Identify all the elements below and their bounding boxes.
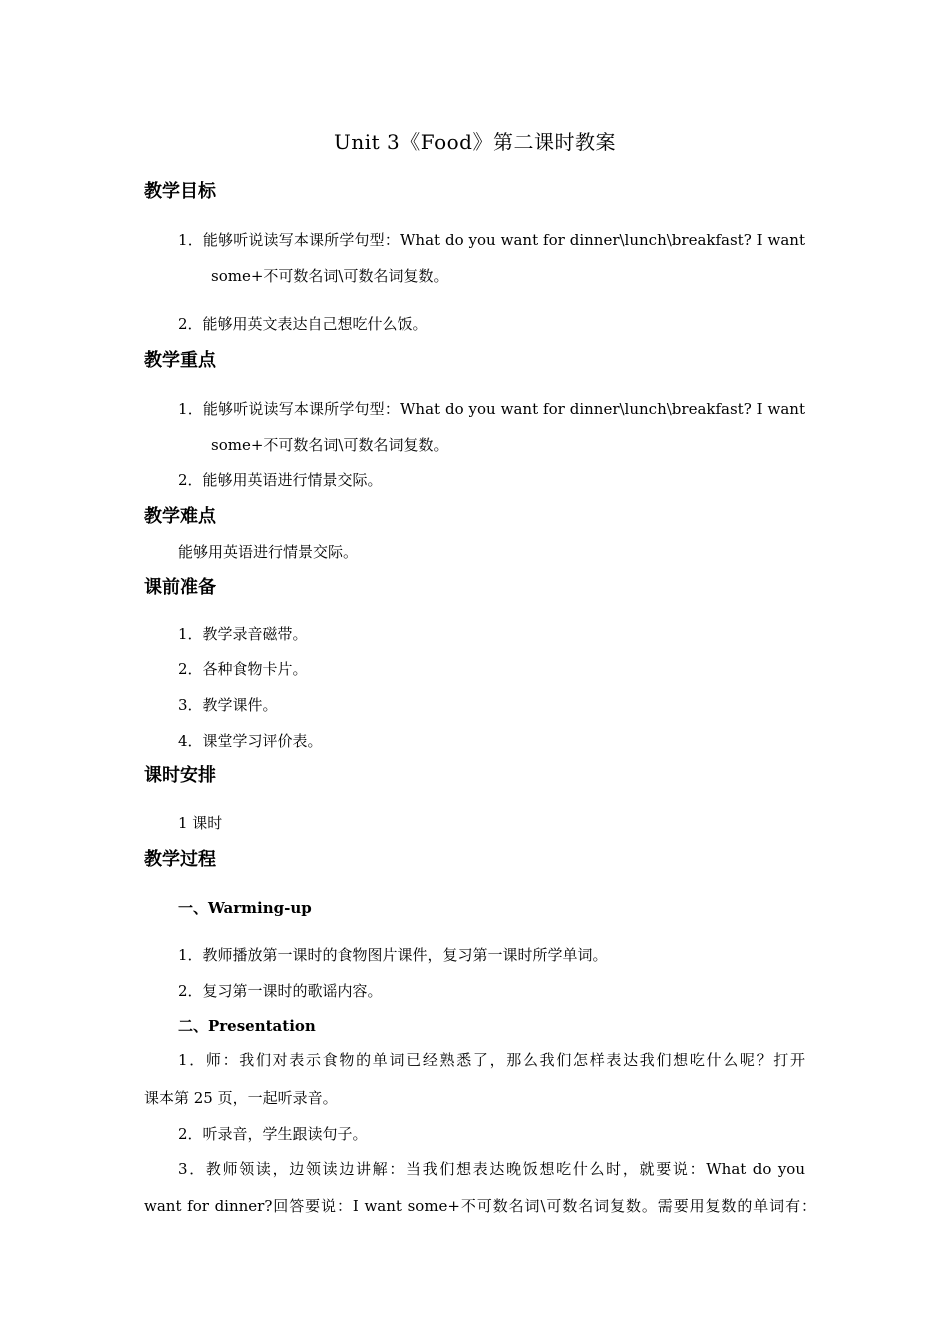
key-points-item-2: 2．能够用英语进行情景交际。: [178, 471, 383, 489]
presentation-item-1-line-1: 1．师：我们对表示食物的单词已经熟悉了，那么我们怎样表达我们想吃什么呢？打开: [178, 1051, 805, 1069]
preparation-item: 1．教学录音磁带。: [178, 625, 308, 643]
presentation-item-3-line-1: 3．教师领读，边领读边讲解：当我们想表达晚饭想吃什么时，就要说：What do you: [178, 1160, 805, 1178]
heading-preparation: 课前准备: [144, 577, 216, 598]
goals-item-1-line-2: some+不可数名词\可数名词复数。: [211, 267, 449, 285]
presentation-item-3-line-2: want for dinner?回答要说：I want some+不可数名词\可数名词复数。需要用复数的单词有：: [144, 1197, 816, 1215]
schedule-text: 1 课时: [178, 814, 223, 832]
heading-key-points: 教学重点: [144, 350, 216, 371]
warmup-item: 2．复习第一课时的歌谣内容。: [178, 982, 383, 1000]
difficulties-text: 能够用英语进行情景交际。: [178, 543, 359, 561]
presentation-title: 二、Presentation: [178, 1017, 316, 1035]
presentation-item-2: 2．听录音，学生跟读句子。: [178, 1125, 368, 1143]
heading-process: 教学过程: [144, 849, 216, 870]
warmup-title: 一、Warming-up: [178, 899, 312, 917]
page-title: Unit 3《Food》第二课时教案: [334, 130, 616, 154]
presentation-item-1-line-2: 课本第 25 页，一起听录音。: [144, 1089, 338, 1107]
preparation-item: 2．各种食物卡片。: [178, 660, 308, 678]
goals-item-1-line-1: 1．能够听说读写本课所学句型：What do you want for dinner\lunch\breakfast? I want: [178, 231, 805, 249]
preparation-item: 3．教学课件。: [178, 696, 278, 714]
warmup-item: 1．教师播放第一课时的食物图片课件，复习第一课时所学单词。: [178, 946, 608, 964]
heading-goals: 教学目标: [144, 181, 216, 202]
key-points-item-1-line-1: 1．能够听说读写本课所学句型：What do you want for dinner\lunch\breakfast? I want: [178, 400, 805, 418]
heading-difficulties: 教学难点: [144, 506, 216, 527]
goals-item-2: 2．能够用英文表达自己想吃什么饭。: [178, 315, 428, 333]
preparation-item: 4．课堂学习评价表。: [178, 732, 323, 750]
heading-schedule: 课时安排: [144, 765, 216, 786]
key-points-item-1-line-2: some+不可数名词\可数名词复数。: [211, 436, 449, 454]
